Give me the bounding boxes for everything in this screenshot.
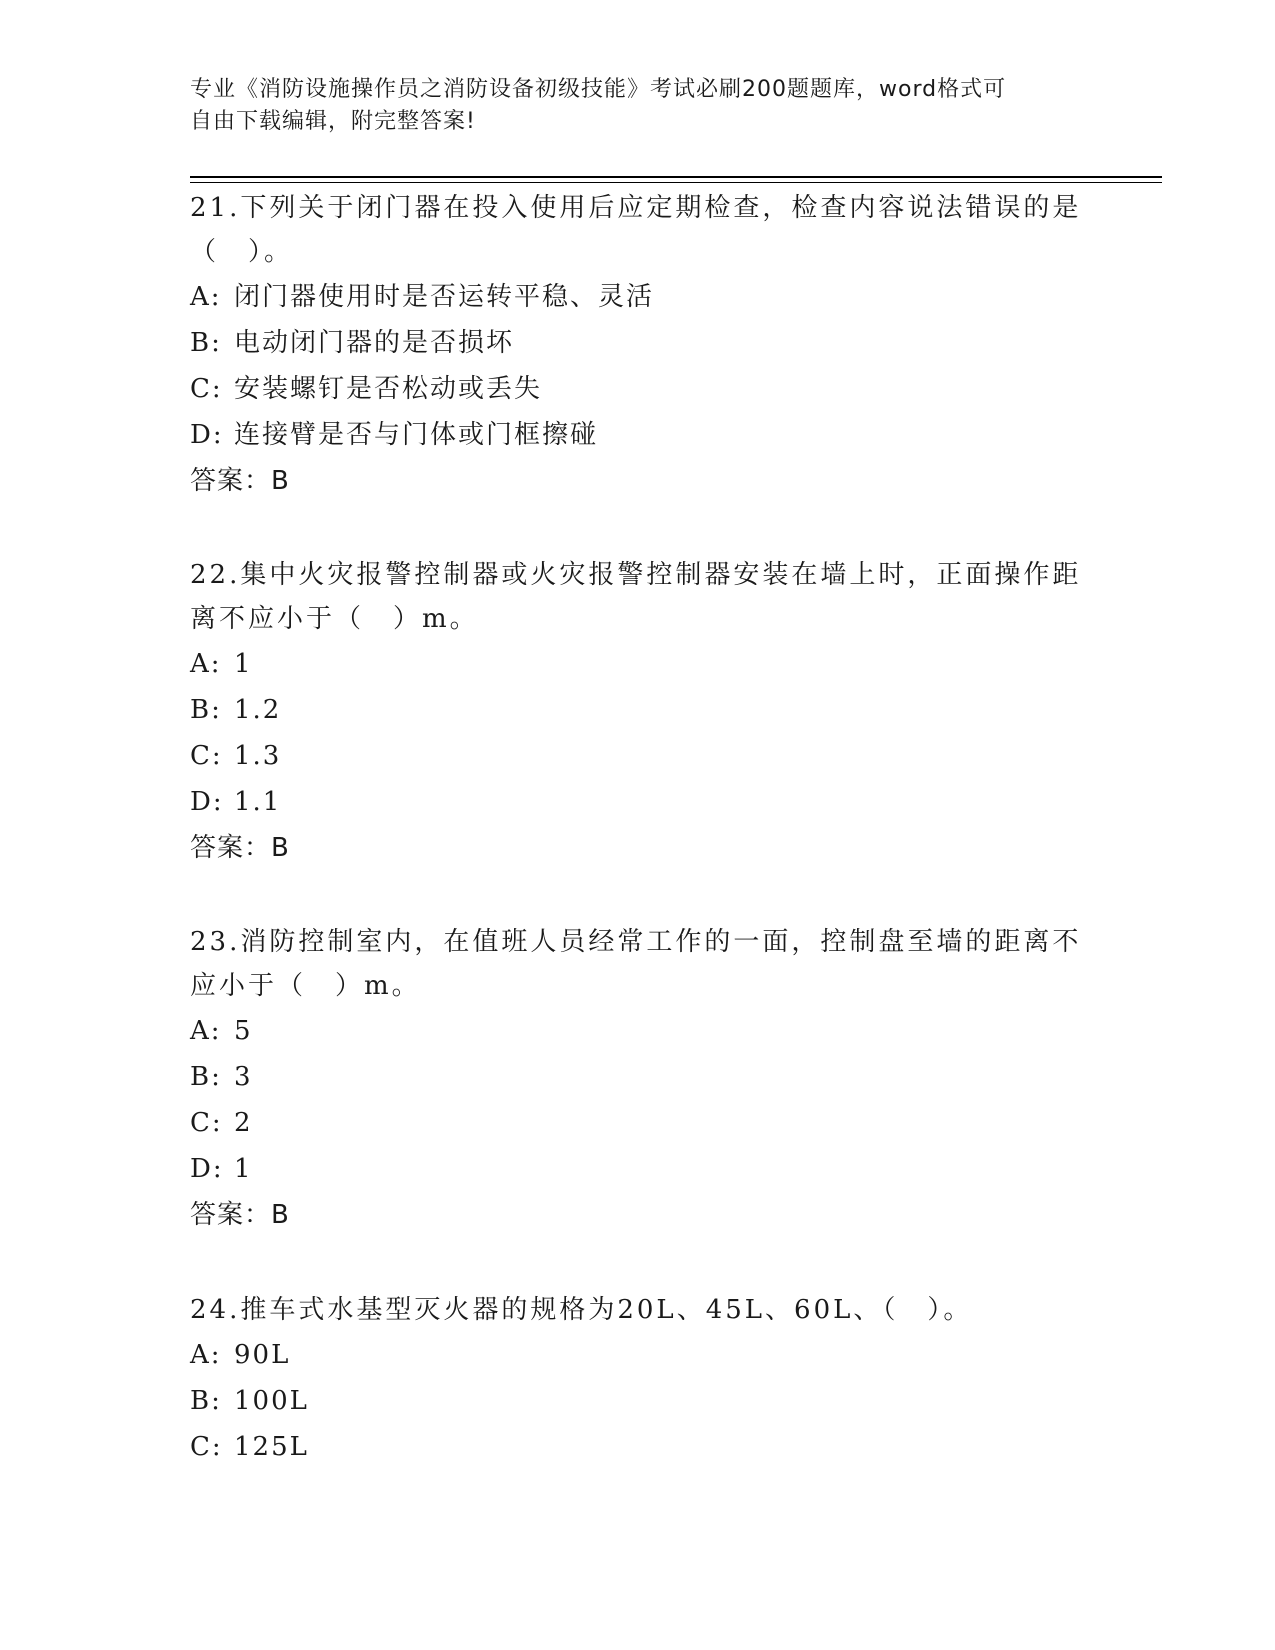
option-letter: B: <box>190 1386 222 1416</box>
option-a <box>190 1008 1090 1054</box>
answer: 答案：B <box>190 1200 290 1230</box>
option-letter: C: <box>190 741 223 771</box>
question-text-line-2: 离不应小于（ ）m。 <box>190 604 479 634</box>
option-d <box>190 1146 1090 1192</box>
option-letter: C: <box>190 374 223 404</box>
option-text: 安装螺钉是否松动或丢失 <box>234 374 543 404</box>
question-text-line-1: 24.推车式水基型灭火器的规格为20L、45L、60L、（ ）。 <box>190 1295 973 1325</box>
question-text-line-1: 21.下列关于闭门器在投入使用后应定期检查，检查内容说法错误的是 <box>190 193 1082 223</box>
option-letter: D: <box>190 787 224 817</box>
option-text: 电动闭门器的是否损坏 <box>234 328 515 358</box>
option-b <box>190 1378 1090 1424</box>
option-b <box>190 320 1090 366</box>
option-letter: C: <box>190 1432 223 1462</box>
question-text-line-2: 应小于（ ）m。 <box>190 971 421 1001</box>
option-d <box>190 412 1090 458</box>
question-text-line-1: 23.消防控制室内，在值班人员经常工作的一面，控制盘至墙的距离不 <box>190 927 1082 957</box>
option-b <box>190 1054 1090 1100</box>
option-letter: B: <box>190 328 222 358</box>
option-text: 1.3 <box>234 741 282 771</box>
option-letter: A: <box>190 282 222 312</box>
option-a <box>190 1332 1090 1378</box>
option-c <box>190 733 1090 779</box>
option-d <box>190 779 1090 825</box>
option-b <box>190 687 1090 733</box>
option-c <box>190 366 1090 412</box>
question-text-line-1: 22.集中火灾报警控制器或火灾报警控制器安装在墙上时，正面操作距 <box>190 560 1082 590</box>
header-line-1: 专业《消防设施操作员之消防设备初级技能》考试必刷200题题库，word格式可 <box>190 77 1007 102</box>
option-letter: D: <box>190 420 224 450</box>
option-letter: D: <box>190 1154 224 1184</box>
question-23 <box>190 920 1090 1238</box>
option-text: 1.2 <box>234 695 282 725</box>
header-line-2: 自由下载编辑，附完整答案! <box>190 109 476 134</box>
option-text: 1.1 <box>234 787 282 817</box>
header-divider-thin <box>190 182 1162 183</box>
option-text: 2 <box>234 1108 253 1138</box>
option-text: 100L <box>234 1386 309 1416</box>
option-letter: B: <box>190 1062 222 1092</box>
option-a <box>190 274 1090 320</box>
option-text: 连接臂是否与门体或门框擦碰 <box>234 420 599 450</box>
option-text: 125L <box>234 1432 309 1462</box>
option-text: 90L <box>234 1340 291 1370</box>
option-letter: A: <box>190 1340 222 1370</box>
option-a <box>190 641 1090 687</box>
option-letter: A: <box>190 1016 222 1046</box>
header-divider-thick <box>190 176 1162 178</box>
question-24 <box>190 1288 1090 1470</box>
option-text: 5 <box>234 1016 253 1046</box>
answer: 答案：B <box>190 833 290 863</box>
question-21 <box>190 186 1090 504</box>
option-text: 3 <box>234 1062 253 1092</box>
question-22 <box>190 553 1090 871</box>
option-text: 闭门器使用时是否运转平稳、灵活 <box>234 282 655 312</box>
question-text-line-2: （ ）。 <box>190 237 294 267</box>
option-letter: A: <box>190 649 222 679</box>
answer: 答案：B <box>190 466 290 496</box>
option-text: 1 <box>234 1154 253 1184</box>
option-letter: C: <box>190 1108 223 1138</box>
document-header <box>190 74 1070 138</box>
option-c <box>190 1100 1090 1146</box>
option-c <box>190 1424 1090 1470</box>
option-letter: B: <box>190 695 222 725</box>
option-text: 1 <box>234 649 253 679</box>
